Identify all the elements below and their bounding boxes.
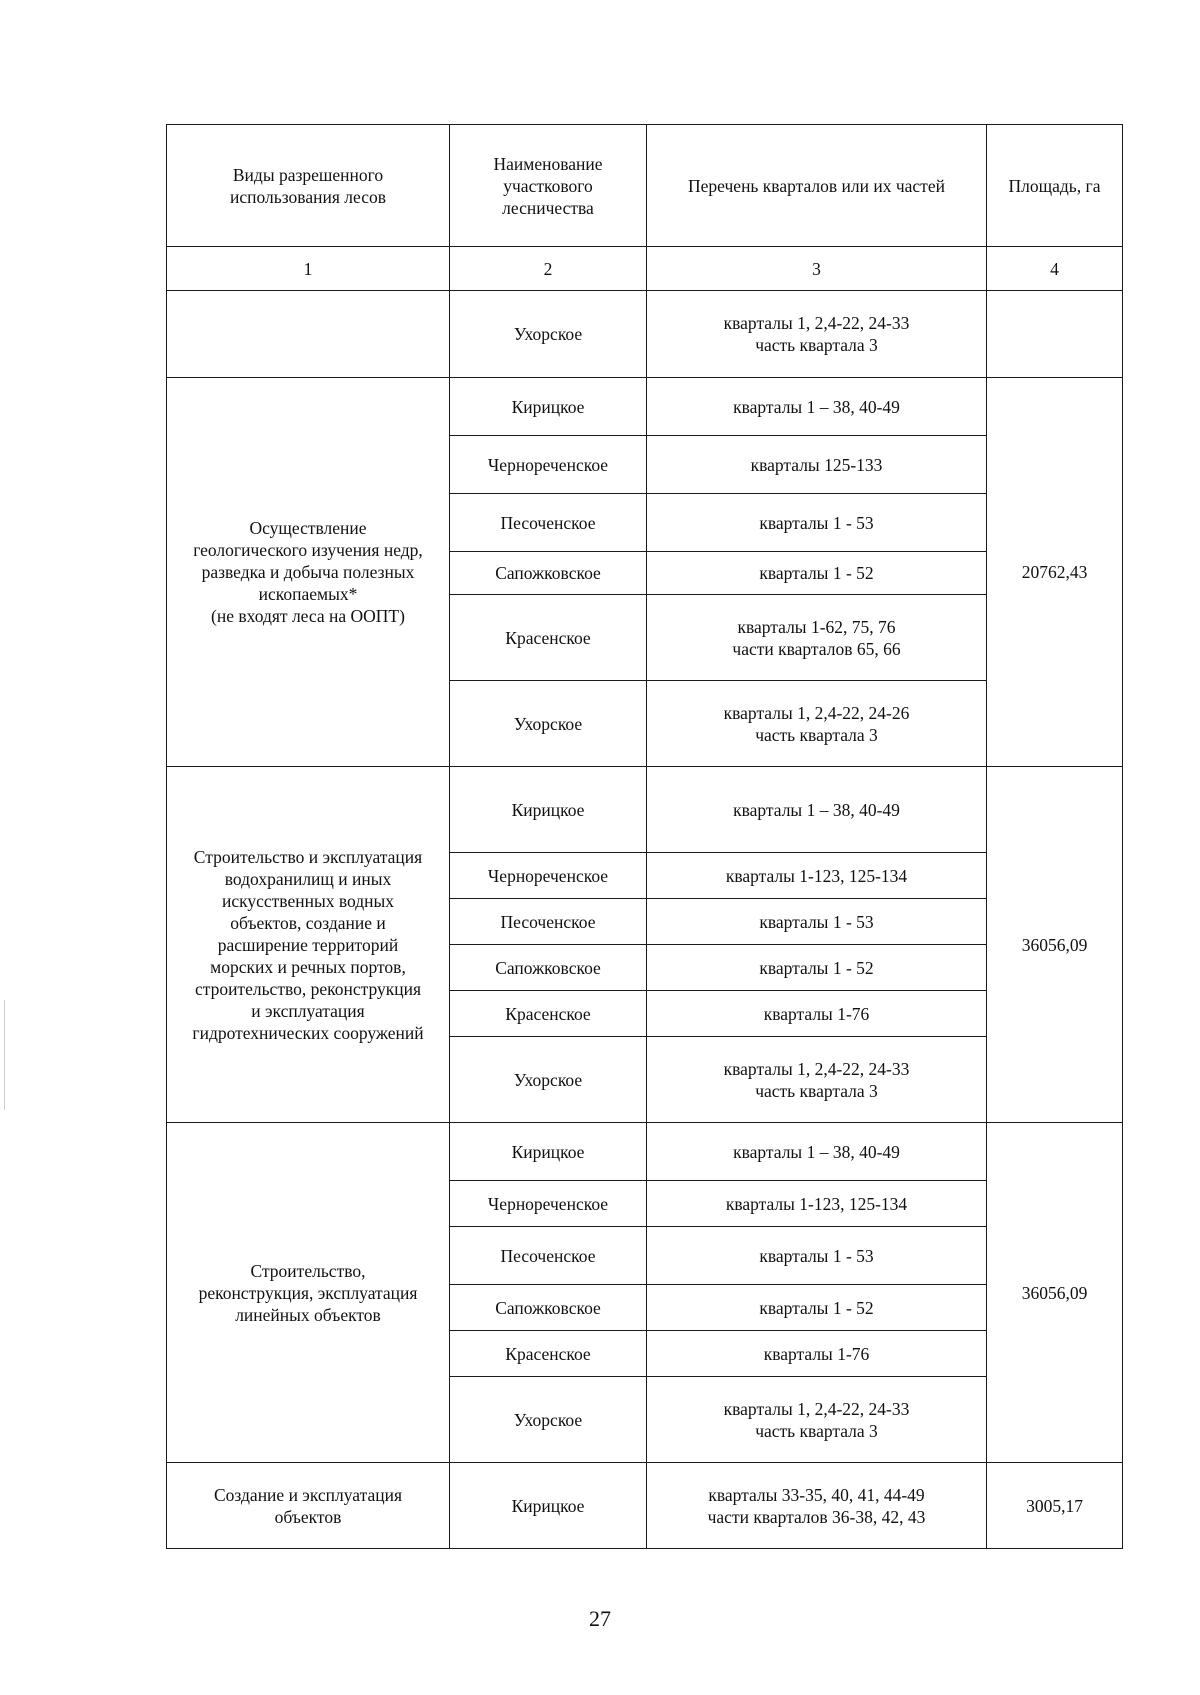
- forest-use-type: Осуществление геологического изучения недр, разведка и добыча полезных ископаемых* (не входят леса на ООПТ): [167, 378, 450, 767]
- forestry-name: Песоченское: [450, 899, 647, 945]
- column-number-4: 4: [987, 247, 1123, 291]
- header-forestry-name: Наименование участкового лесничества: [450, 125, 647, 247]
- area-hectares: 20762,43: [987, 378, 1123, 767]
- area-hectares: 3005,17: [987, 1463, 1123, 1549]
- forestry-name: Кирицкое: [450, 378, 647, 436]
- quarters-list: кварталы 1 - 53: [647, 899, 987, 945]
- scan-edge-mark: [4, 1000, 5, 1110]
- header-area: Площадь, га: [987, 125, 1123, 247]
- forestry-name: Кирицкое: [450, 1123, 647, 1181]
- forestry-name: Красенское: [450, 595, 647, 681]
- area-hectares: [987, 291, 1123, 378]
- area-hectares: 36056,09: [987, 1123, 1123, 1463]
- quarters-list: кварталы 1, 2,4-22, 24-26 часть квартала 3: [647, 681, 987, 767]
- forestry-name: Ухорское: [450, 291, 647, 378]
- quarters-list: кварталы 1 – 38, 40-49: [647, 378, 987, 436]
- table-body: [167, 125, 1123, 1549]
- forest-use-type: Создание и эксплуатация объектов: [167, 1463, 450, 1549]
- forestry-name: Чернореченское: [450, 853, 647, 899]
- forestry-name: Сапожковское: [450, 552, 647, 595]
- forestry-name: Красенское: [450, 1331, 647, 1377]
- quarters-list: кварталы 1, 2,4-22, 24-33 часть квартала 3: [647, 1377, 987, 1463]
- quarters-list: кварталы 1 - 53: [647, 494, 987, 552]
- quarters-list: кварталы 1-76: [647, 991, 987, 1037]
- forestry-name: Сапожковское: [450, 945, 647, 991]
- forestry-name: Ухорское: [450, 1377, 647, 1463]
- forest-use-type: [167, 291, 450, 378]
- quarters-list: кварталы 1-62, 75, 76 части кварталов 65, 66: [647, 595, 987, 681]
- table-row: [167, 767, 1123, 853]
- quarters-list: кварталы 1 - 52: [647, 945, 987, 991]
- forestry-name: Кирицкое: [450, 1463, 647, 1549]
- forestry-name: Ухорское: [450, 681, 647, 767]
- quarters-list: кварталы 1-123, 125-134: [647, 853, 987, 899]
- forestry-name: Песоченское: [450, 1227, 647, 1285]
- header-row: [167, 125, 1123, 247]
- column-number-2: 2: [450, 247, 647, 291]
- quarters-list: кварталы 1 – 38, 40-49: [647, 1123, 987, 1181]
- quarters-list: кварталы 1-76: [647, 1331, 987, 1377]
- forest-use-type: Строительство и эксплуатация водохранилищ и иных искусственных водных объектов, создание и расширение территорий морских и речных портов, строительство, реконструкция и эксплуатация гидротехнических сооружений: [167, 767, 450, 1123]
- quarters-list: кварталы 1 – 38, 40-49: [647, 767, 987, 853]
- table-row: [167, 1123, 1123, 1181]
- quarters-list: кварталы 1 - 52: [647, 552, 987, 595]
- quarters-list: кварталы 1 - 52: [647, 1285, 987, 1331]
- forestry-name: Сапожковское: [450, 1285, 647, 1331]
- quarters-list: кварталы 1, 2,4-22, 24-33 часть квартала 3: [647, 291, 987, 378]
- column-number-3: 3: [647, 247, 987, 291]
- forestry-name: Песоченское: [450, 494, 647, 552]
- table-row: [167, 1463, 1123, 1549]
- header-quarters-list: Перечень кварталов или их частей: [647, 125, 987, 247]
- forest-use-type: Строительство, реконструкция, эксплуатация линейных объектов: [167, 1123, 450, 1463]
- header-use-types: Виды разрешенного использования лесов: [167, 125, 450, 247]
- forestry-name: Красенское: [450, 991, 647, 1037]
- quarters-list: кварталы 125-133: [647, 436, 987, 494]
- quarters-list: кварталы 1 - 53: [647, 1227, 987, 1285]
- forestry-name: Чернореченское: [450, 1181, 647, 1227]
- table-row: [167, 291, 1123, 378]
- column-number-row: [167, 247, 1123, 291]
- column-number-1: 1: [167, 247, 450, 291]
- table-row: [167, 378, 1123, 436]
- area-hectares: 36056,09: [987, 767, 1123, 1123]
- forestry-name: Чернореченское: [450, 436, 647, 494]
- quarters-list: кварталы 1, 2,4-22, 24-33 часть квартала 3: [647, 1037, 987, 1123]
- forest-use-table: [166, 124, 1123, 1549]
- page-number: 27: [589, 1606, 611, 1631]
- forestry-name: Кирицкое: [450, 767, 647, 853]
- forestry-name: Ухорское: [450, 1037, 647, 1123]
- quarters-list: кварталы 1-123, 125-134: [647, 1181, 987, 1227]
- quarters-list: кварталы 33-35, 40, 41, 44-49 части кварталов 36-38, 42, 43: [647, 1463, 987, 1549]
